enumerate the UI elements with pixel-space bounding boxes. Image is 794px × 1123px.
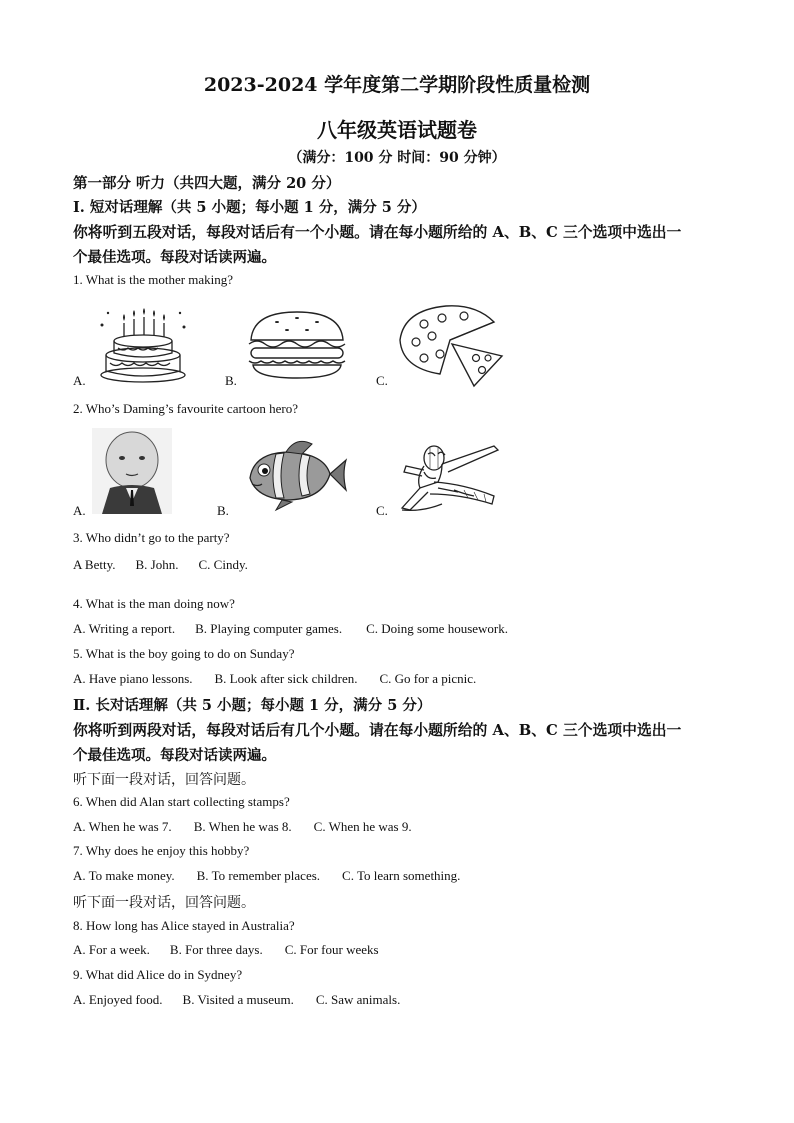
q2-option-c-label: C.: [376, 503, 388, 518]
q7-option-a: A. To make money.: [73, 868, 175, 883]
q3-options: [73, 557, 248, 573]
q2-option-a-label: A.: [73, 503, 86, 518]
q1-option-c-label: C.: [376, 373, 388, 388]
q2-option-b-label: B.: [217, 503, 229, 518]
q7-option-c: C. To learn something.: [342, 868, 461, 883]
q5-option-c: C. Go for a picnic.: [379, 671, 477, 686]
q3-option-b: B. John.: [135, 557, 179, 572]
question-3: 3. Who didn’t go to the party?: [73, 530, 230, 545]
q4-option-b: B. Playing computer games.: [195, 621, 343, 636]
question-1: 1. What is the mother making?: [73, 272, 234, 287]
q7-option-b: B. To remember places.: [196, 868, 321, 883]
q6-options: [73, 819, 412, 835]
section1-heading: Ⅰ. 短对话理解（共 5 小题；每小题 1 分，满分 5 分）: [73, 199, 426, 216]
q3-option-a: A Betty.: [73, 557, 116, 572]
q7-options: [73, 868, 460, 884]
question-7: 7. Why does he enjoy this hobby?: [73, 843, 250, 858]
exam-title: 2023-2024 学年度第二学期阶段性质量检测: [203, 74, 591, 96]
q9-option-a: A. Enjoyed food.: [73, 992, 163, 1007]
section1-instruction: 你将听到五段对话，每段对话后有一个小题。请在每小题所给的 A、B、C 三个选项中选出一: [73, 224, 682, 241]
q4-option-a: A. Writing a report.: [73, 621, 176, 636]
boss-baby-image: [92, 428, 172, 514]
exam-info: （满分：100 分 时间：90 分钟）: [288, 150, 506, 166]
q9-option-b: B. Visited a museum.: [182, 992, 294, 1007]
q8-option-b: B. For three days.: [169, 942, 263, 957]
section2-instruction-2: 个最佳选项。每段对话读两遍。: [73, 747, 276, 764]
q8-options: [73, 942, 379, 958]
q4-options: [73, 621, 508, 637]
q5-option-a: A. Have piano lessons.: [73, 671, 193, 686]
section2-instruction: 你将听到两段对话，每段对话后有几个小题。请在每小题所给的 A、B、C 三个选项中选出一: [73, 722, 682, 739]
section2-heading: Ⅱ. 长对话理解（共 5 小题；每小题 1 分，满分 5 分）: [73, 697, 432, 714]
section1-instruction-2: 个最佳选项。每段对话读两遍。: [73, 249, 276, 266]
exam-subtitle: 八年级英语试题卷: [317, 118, 477, 142]
q6-option-a: A. When he was 7.: [73, 819, 172, 834]
pizza-image: [394, 300, 506, 388]
q3-option-c: C. Cindy.: [198, 557, 248, 572]
question-8: 8. How long has Alice stayed in Australia?: [73, 918, 295, 933]
q9-options: [73, 992, 400, 1008]
question-6: 6. When did Alan start collecting stamps?: [73, 794, 290, 809]
dialog1-intro: 听下面一段对话，回答问题。: [73, 772, 255, 788]
question-9: 9. What did Alice do in Sydney?: [73, 967, 243, 982]
q1-option-a-label: A.: [73, 373, 86, 388]
q8-option-a: A. For a week.: [73, 942, 150, 957]
q6-option-b: B. When he was 8.: [193, 819, 292, 834]
part1-heading: 第一部分 听力（共四大题，满分 20 分）: [73, 175, 341, 192]
q1-option-b-label: B.: [225, 373, 237, 388]
clownfish-image: [236, 434, 348, 512]
spider-man-image: [394, 436, 506, 516]
q8-option-c: C. For four weeks: [284, 942, 379, 957]
birthday-cake-image: [88, 305, 198, 385]
question-5: 5. What is the boy going to do on Sunday?: [73, 646, 295, 661]
question-2: 2. Who’s Daming’s favourite cartoon hero?: [73, 401, 299, 416]
q4-option-c: C. Doing some housework.: [366, 621, 509, 636]
hamburger-image: [243, 308, 351, 380]
q5-options: [73, 671, 476, 687]
q5-option-b: B. Look after sick children.: [214, 671, 358, 686]
question-4: 4. What is the man doing now?: [73, 596, 235, 611]
q9-option-c: C. Saw animals.: [315, 992, 401, 1007]
dialog2-intro: 听下面一段对话，回答问题。: [73, 895, 255, 911]
q6-option-c: C. When he was 9.: [313, 819, 412, 834]
